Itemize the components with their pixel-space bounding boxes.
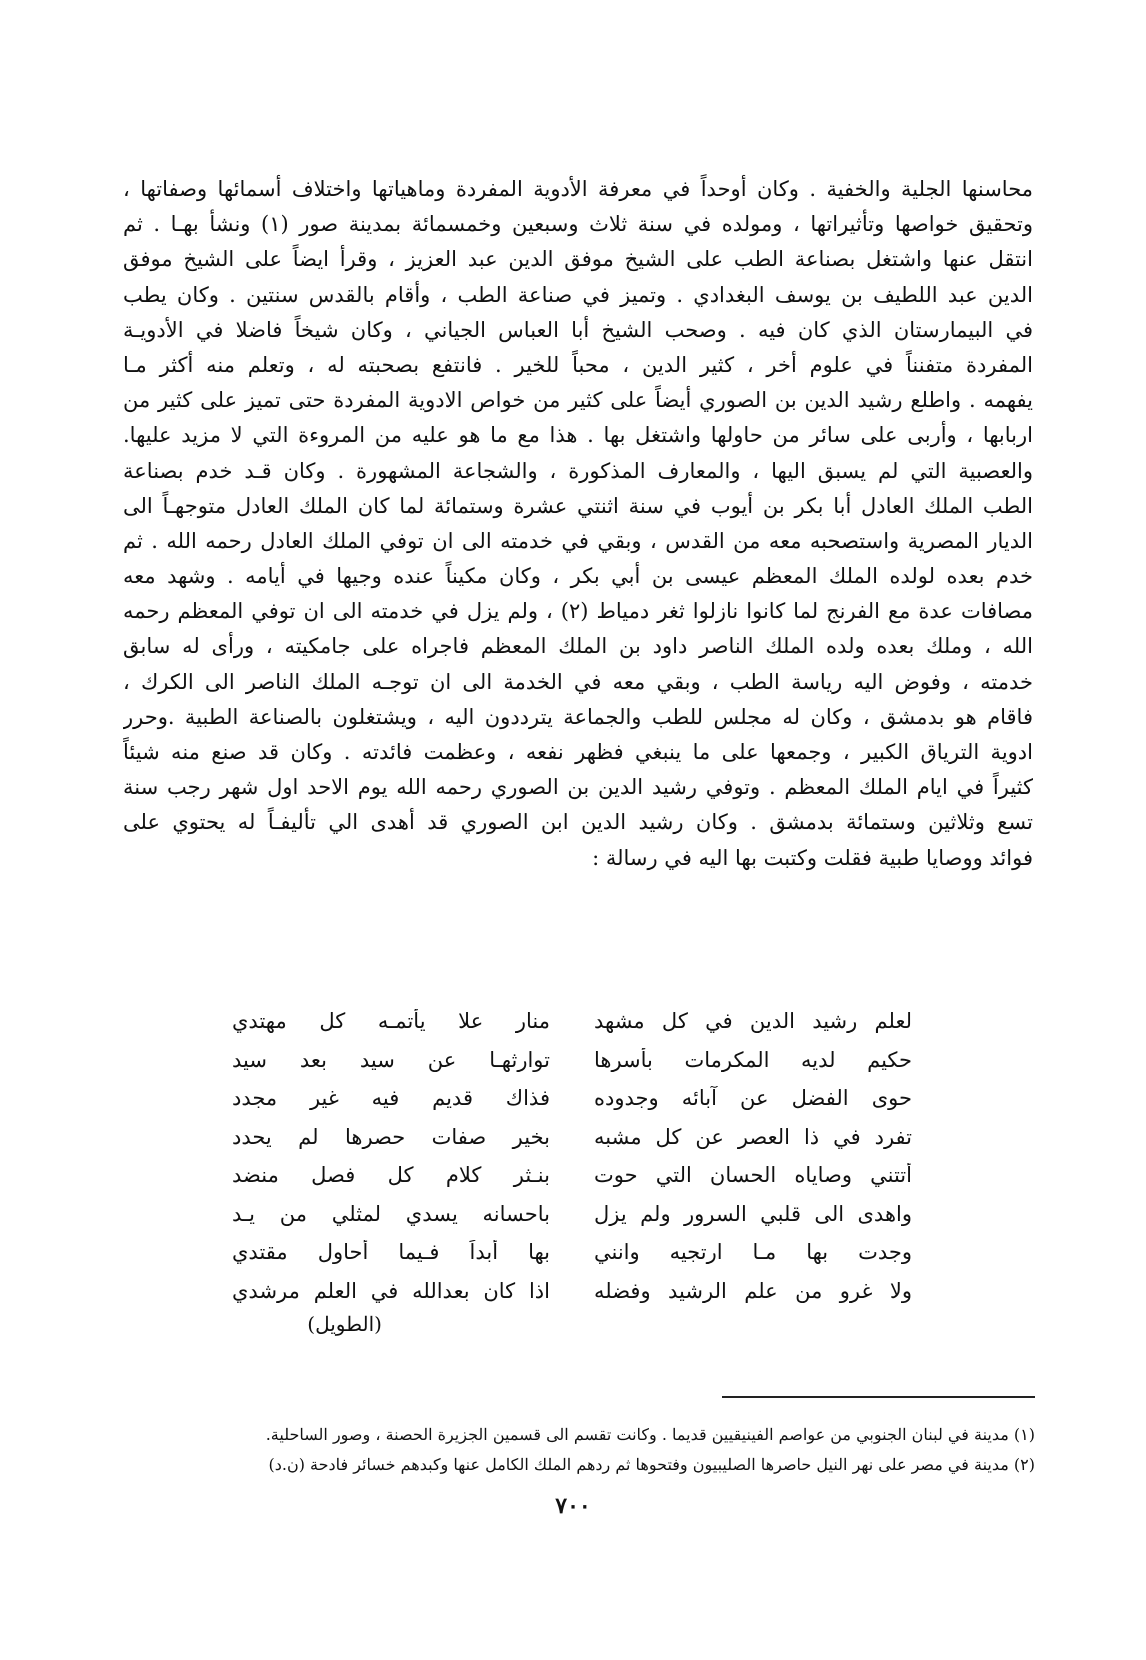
verse-first-hemistich: أتتني وصاياه الحسان التي حوت — [594, 1163, 912, 1188]
verse-first-hemistich: حكيم لديه المكرمات بأسرها — [594, 1047, 912, 1072]
poem-verse — [232, 1002, 912, 1041]
body-line: يفهمه . واطلع رشيد الدين بن الصوري أيضاً على كثير من خواص الادوية المفردة حتى تميز على كثير من — [123, 388, 1033, 413]
body-line: محاسنها الجلية والخفية . وكان أوحداً في معرفة الأدوية المفردة وماهياتها واختلاف أسمائها وصفاتها ، — [123, 177, 1033, 201]
body-line: الله ، وملك بعده ولده الملك الناصر داود بن الملك المعظم فاجراه على جامكيته ، ورأى له سابق — [123, 634, 1033, 659]
body-line: الديار المصرية واستصحبه معه من القدس ، وبقي في خدمته الى ان توفي الملك العادل رحمه الله . ثم — [123, 528, 1033, 553]
body-line: في البيمارستان الذي كان فيه . وصحب الشيخ أبا العباس الجياني ، وكان شيخاً فاضلا في الأدويـة — [123, 317, 1033, 342]
poem — [232, 1002, 912, 1310]
footnotes — [123, 1420, 1035, 1480]
verse-second-hemistich: باحسانه يسدي لمثلي من يـد — [232, 1201, 550, 1226]
verse-first-hemistich: وجدت بها مـا ارتجيه وانني — [594, 1240, 912, 1265]
verse-second-hemistich: منار علا يأتمـه كل مهتدي — [232, 1009, 550, 1034]
body-line: فاقام هو بدمشق ، وكان له مجلس للطب والجماعة يترددون اليه ، ويشتغلون بالصناعة الطبية .وحرر — [123, 704, 1033, 729]
body-line: فوائد ووصايا طبية فقلت وكتبت بها اليه في رسالة : — [592, 845, 1033, 870]
body-line: اربابها ، وأربى على سائر من حاولها واشتغل بها . هذا مع ما هو عليه من المروءة التي لا مزيد عليها. — [123, 423, 1033, 448]
body-line: وتحقيق خواصها وتأثيراتها ، ومولده في سنة ثلاث وسبعين وخمسمائة بمدينة صور (١) ونشأ بهـا . ثم — [123, 212, 1033, 237]
body-line: خدم بعده لولده الملك المعظم عيسى بن أبي بكر ، وكان مكيناً عنده وجيها في أيامه . وشهد معه — [123, 564, 1033, 589]
verse-second-hemistich: بنـثر كلام كل فصل منضد — [232, 1163, 550, 1188]
verse-second-hemistich: اذا كان بعدالله في العلم مرشدي — [232, 1278, 550, 1303]
poem-meter-label: (الطويل) — [307, 1312, 382, 1336]
verse-first-hemistich: حوى الفضل عن آبائه وجدوده — [594, 1086, 912, 1111]
poem-verse — [232, 1118, 912, 1157]
body-line: خدمته ، وفوض اليه رياسة الطب ، وبقي معه في الخدمة الى ان توجـه الملك الناصر الى الكرك ، — [123, 669, 1033, 694]
body-line: تسع وثلاثين وستمائة بدمشق . وكان رشيد الدين ابن الصوري قد أهدى الي تأليفـاً له يحتوي على — [123, 810, 1033, 835]
body-text — [123, 172, 1033, 876]
poem-verse — [232, 1079, 912, 1118]
body-line: ادوية الترياق الكبير ، وجمعها على ما ينبغي فظهر نفعه ، وعظمت فائدته . وكان قد صنع منه شيئاً — [123, 740, 1033, 764]
poem-verse — [232, 1272, 912, 1311]
body-line: الدين عبد اللطيف بن يوسف البغدادي . وتميز في صناعة الطب ، وأقام بالقدس سنتين . وكان يطب — [123, 282, 1033, 307]
verse-first-hemistich: تفرد في ذا العصر عن كل مشبه — [594, 1124, 912, 1149]
poem-verse — [232, 1195, 912, 1234]
verse-second-hemistich: بخير صفات حصرها لم يحدد — [232, 1124, 550, 1149]
verse-first-hemistich: ولا غرو من علم الرشيد وفضله — [594, 1278, 912, 1303]
body-line: كثيراً في ايام الملك المعظم . وتوفي رشيد الدين بن الصوري رحمه الله يوم الاحد اول شهر رجب سنة — [123, 775, 1033, 800]
verse-first-hemistich: واهدى الى قلبي السرور ولم يزل — [594, 1201, 912, 1226]
verse-second-hemistich: فذاك قديم فيه غير مجدد — [232, 1086, 550, 1111]
body-line: مصافات عدة مع الفرنج لما كانوا نازلوا ثغر دمياط (٢) ، ولم يزل في خدمته الى ان توفي المعظم رحمه — [123, 599, 1033, 624]
poem-verse — [232, 1156, 912, 1195]
footnote-separator — [722, 1396, 1035, 1398]
verse-first-hemistich: لعلم رشيد الدين في كل مشهد — [594, 1009, 912, 1034]
body-line: والعصبية التي لم يسبق اليها ، والمعارف المذكورة ، والشجاعة المشهورة . وكان قـد خدم بصناعة — [123, 458, 1033, 483]
poem-verse — [232, 1041, 912, 1080]
body-line: انتقل عنها واشتغل بصناعة الطب على الشيخ موفق الدين عبد العزيز ، وقرأ ايضاً على الشيخ موفق — [123, 247, 1033, 272]
verse-second-hemistich: بها أبداً فـيما أحاول مقتدي — [232, 1240, 550, 1265]
page-number: ٧٠٠ — [555, 1493, 591, 1519]
footnote: (٢) مدينة في مصر على نهر النيل حاصرها الصليبيون وفتحوها ثم ردهم الملك الكامل عنها وكبدهم خسائر فادحة (ن.د) — [268, 1455, 1035, 1474]
verse-second-hemistich: توارثهـا عن سيد بعد سيد — [232, 1047, 550, 1072]
body-line: المفردة متفنناً في علوم أخر ، كثير الدين ، محباً للخير . فانتفع بصحبته له ، وتعلم منه أكثر مـا — [123, 352, 1033, 377]
poem-verse — [232, 1233, 912, 1272]
footnote: (١) مدينة في لبنان الجنوبي من عواصم الفينيقيين قديما . وكانت تقسم الى قسمين الجزيرة الحصنة ، وصور الساحلية. — [265, 1425, 1035, 1444]
body-line: الطب الملك العادل أبا بكر بن أيوب في سنة اثنتي عشرة وستمائة لما كان الملك العادل متوجهـاً الى — [123, 493, 1033, 518]
